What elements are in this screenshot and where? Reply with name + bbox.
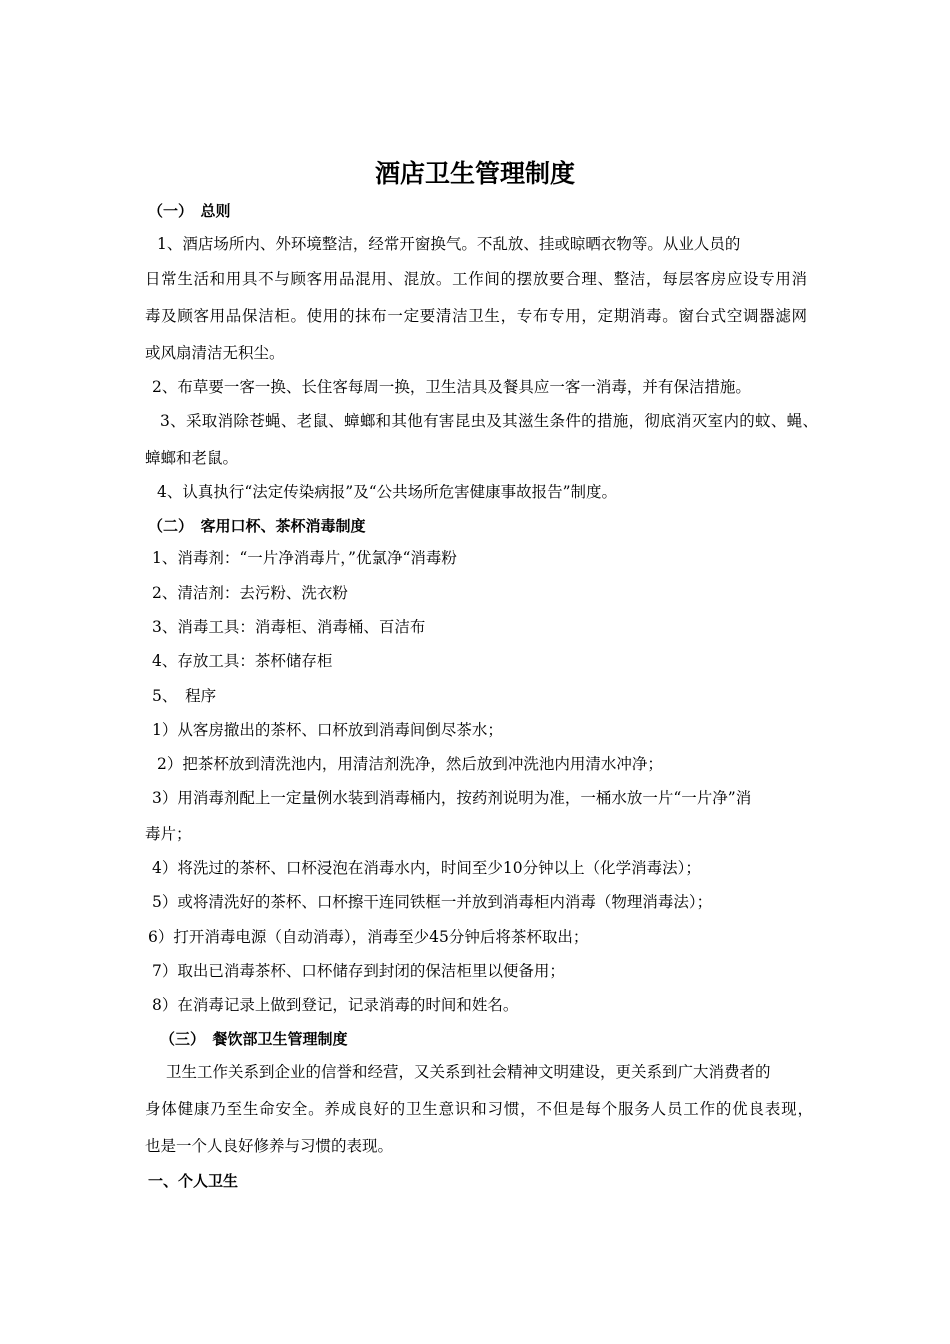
paragraph-line: 或风扇清洁无积尘。	[145, 344, 285, 362]
section-heading-2: （二） 客用口杯、茶杯消毒制度	[148, 517, 366, 535]
paragraph-line: 8）在消毒记录上做到登记，记录消毒的时间和姓名。	[152, 996, 519, 1014]
paragraph-line: 也是一个人良好修养与习惯的表现。	[145, 1137, 394, 1155]
paragraph-line: 毒片；	[145, 825, 192, 843]
paragraph-line: 7）取出已消毒茶杯、口杯储存到封闭的保洁柜里以便备用；	[152, 962, 565, 980]
sub-heading-personal-hygiene: 一、个人卫生	[148, 1172, 239, 1190]
paragraph-line: 毒及顾客用品保洁柜。使用的抹布一定要清洁卫生，专布专用，定期消毒。窗台式空调器滤网	[145, 307, 807, 325]
paragraph-line: 2、布草要一客一换、长住客每周一换，卫生洁具及餐具应一客一消毒，并有保洁措施。	[152, 378, 751, 396]
paragraph-line: 4、存放工具：茶杯储存柜	[152, 652, 333, 670]
paragraph-line: 1、消毒剂：“一片净消毒片，”优氯净“消毒粉	[152, 549, 457, 567]
paragraph-line: 2）把茶杯放到清洗池内，用清洁剂洗净，然后放到冲洗池内用清水冲净；	[157, 755, 663, 773]
paragraph-line: 5、 程序	[152, 687, 217, 705]
paragraph-line: 2、清洁剂：去污粉、洗衣粉	[152, 584, 348, 602]
page-title: 酒店卫生管理制度	[374, 159, 575, 188]
paragraph-line: 4）将洗过的茶杯、口杯浸泡在消毒水内，时间至少10分钟以上（化学消毒法）；	[152, 859, 701, 877]
paragraph-line: 1、酒店场所内、外环境整洁，经常开窗换气。不乱放、挂或晾晒衣物等。从业人员的	[157, 235, 741, 253]
paragraph-line: 身体健康乃至生命安全。养成良好的卫生意识和习惯，不但是每个服务人员工作的优良表现，	[145, 1100, 813, 1118]
section-heading-3: （三） 餐饮部卫生管理制度	[160, 1030, 348, 1048]
section-heading-1: （一） 总则	[148, 202, 231, 220]
paragraph-line: 5）或将清洗好的茶杯、口杯擦干连同铁框一并放到消毒柜内消毒（物理消毒法）；	[152, 893, 713, 911]
paragraph-line: 4、认真执行“法定传染病报”及“公共场所危害健康事故报告”制度。	[157, 483, 618, 501]
paragraph-line: 3、采取消除苍蝇、老鼠、蟑螂和其他有害昆虫及其滋生条件的措施，彻底消灭室内的蚊、蝇、	[160, 412, 818, 430]
paragraph-line: 卫生工作关系到企业的信誉和经营，又关系到社会精神文明建设，更关系到广大消费者的	[166, 1063, 771, 1081]
paragraph-line: 蟑螂和老鼠。	[145, 449, 239, 467]
paragraph-line: 3）用消毒剂配上一定量例水装到消毒桶内，按药剂说明为准，一桶水放一片“一片净”消	[152, 789, 752, 807]
paragraph-line: 日常生活和用具不与顾客用品混用、混放。工作间的摆放要合理、整洁，每层客房应设专用消	[145, 270, 807, 288]
paragraph-line: 1）从客房撤出的茶杯、口杯放到消毒间倒尽茶水；	[152, 721, 503, 739]
paragraph-line: 6）打开消毒电源（自动消毒），消毒至少45分钟后将茶杯取出；	[148, 928, 589, 946]
paragraph-line: 3、消毒工具：消毒柜、消毒桶、百洁布	[152, 618, 426, 636]
